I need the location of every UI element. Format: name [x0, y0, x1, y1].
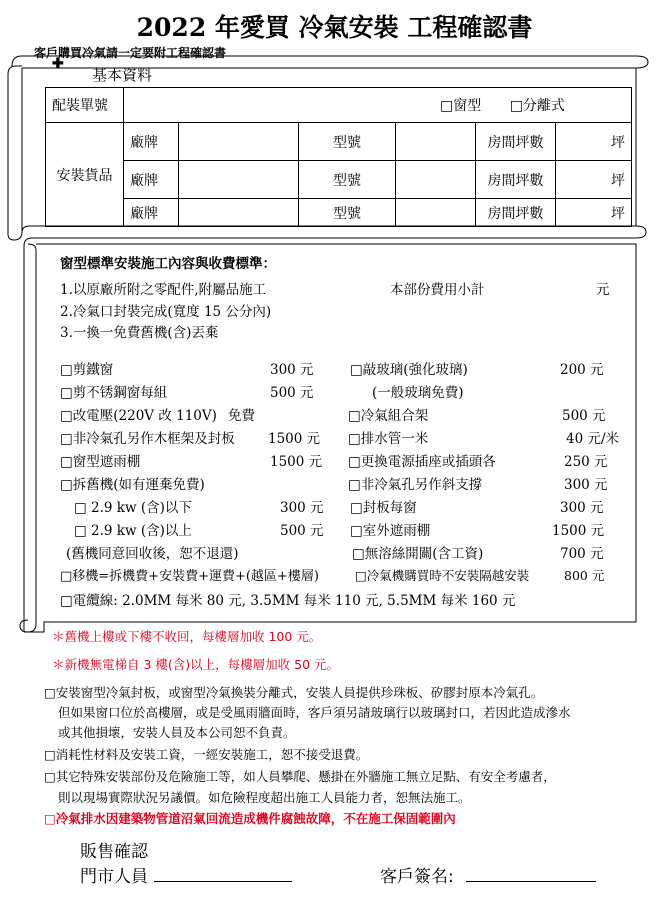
fee-item[interactable]: □窗型遮雨棚: [60, 454, 141, 470]
fee-item[interactable]: □室外遮雨棚: [350, 523, 431, 539]
fee-item[interactable]: □拆舊機(如有運棄免費): [60, 477, 205, 493]
fee-price: 500 元: [562, 408, 606, 424]
fee-price: 40 元/米: [566, 431, 620, 447]
standard-item-1: 1.以原廠所附之零配件,附屬品施工: [60, 282, 267, 298]
standard-item-3: 3.一換一免費舊機(含)丟棄: [60, 325, 219, 341]
split-type-option[interactable]: □分離式: [509, 98, 565, 114]
model-field[interactable]: [396, 123, 476, 161]
section-marker-icon: ✚: [52, 56, 64, 72]
basic-info-title: 基本資料: [92, 66, 153, 84]
fee-item[interactable]: □敲玻璃(強化玻璃): [350, 362, 468, 378]
model-label: 型號: [299, 161, 396, 199]
note-line: 但如果窗口位於高樓層，或是受風雨牆面時，客戶須另請玻璃行以玻璃封口，若因此造成滲水: [58, 705, 571, 720]
fee-item[interactable]: □冷氣組合架: [348, 408, 429, 424]
fee-price: 1500 元: [552, 523, 605, 539]
fee-item[interactable]: □非冷氣孔另作木框架及封板: [60, 431, 235, 447]
relocation-note[interactable]: □冷氣機購買時不安裝隔越安裝: [355, 568, 530, 583]
fee-item[interactable]: □剪鐵窗: [60, 362, 114, 378]
order-number-label: 配裝單號: [46, 88, 124, 123]
goods-label: 安裝貨品: [46, 123, 124, 227]
fee-item[interactable]: □改電壓(220V 改 110V): [60, 408, 217, 424]
model-label: 型號: [299, 123, 396, 161]
room-size-label: 房間坪數: [476, 123, 556, 161]
brand-label: 廠牌: [124, 161, 179, 199]
fee-price: 免費: [228, 408, 255, 424]
note-line: 或其他損壞，安裝人員及本公司恕不負責。: [58, 725, 296, 740]
order-number-field[interactable]: [124, 88, 632, 123]
note-line: □安裝窗型冷氣封板，或窗型冷氣換裝分離式，安裝人員提供珍珠板、矽膠封原本冷氣孔。: [44, 685, 544, 700]
fee-item[interactable]: □無溶絲開關(含工資): [352, 546, 484, 562]
brand-label: 廠牌: [124, 123, 179, 161]
cable-fee[interactable]: □電纜線: 2.0MM 每米 80 元, 3.5MM 每米 110 元, 5.5MM 每米 160 元: [60, 593, 516, 609]
staff-label: 門市人員: [80, 867, 148, 887]
brand-field[interactable]: [179, 199, 299, 227]
window-type-option[interactable]: □窗型: [440, 98, 482, 114]
purchase-notice: 客戶購買冷氣請一定要附工程確認書: [34, 46, 227, 60]
note-line: □消耗性材料及安裝工資，一經安裝施工，恕不接受退費。: [44, 747, 369, 762]
warranty-warning: □冷氣排水因建築物管道沼氣回流造成機件腐蝕故障，不在施工保固範圍內: [44, 811, 456, 826]
fee-price: 1500 元: [268, 431, 321, 447]
model-field[interactable]: [396, 199, 476, 227]
fee-item[interactable]: □ 2.9 kw (含)以下: [74, 500, 192, 516]
fee-price: 300 元: [270, 362, 314, 378]
customer-signature-label: 客戶簽名:: [380, 867, 454, 887]
room-size-label: 房間坪數: [476, 161, 556, 199]
brand-label: 廠牌: [124, 199, 179, 227]
fee-price: 500 元: [270, 385, 314, 401]
basic-info-table: [45, 87, 632, 227]
model-label: 型號: [299, 199, 396, 227]
subtotal-unit: 元: [596, 282, 610, 298]
fee-price: 300 元: [564, 477, 608, 493]
note-line: □其它特殊安裝部份及危險施工等，如人員攀爬、懸掛在外牆施工無立足點、有安全考慮者，: [44, 769, 556, 784]
brand-field[interactable]: [179, 123, 299, 161]
fee-item[interactable]: □ 2.9 kw (含)以上: [74, 523, 192, 539]
fee-item[interactable]: □剪不锈鋼窗每組: [60, 385, 168, 401]
red-note: ＊新機無電梯自 3 樓(含)以上，每樓層加收 50 元。: [52, 657, 340, 672]
fee-note: (一般玻璃免費): [372, 385, 464, 401]
fee-price: 500 元: [280, 523, 324, 539]
document-title: 2022 年愛買 冷氣安裝 工程確認書: [136, 13, 533, 42]
room-size-label: 房間坪數: [476, 199, 556, 227]
fee-price: 300 元: [560, 500, 604, 516]
relocation-fee[interactable]: □移機=拆機費+安裝費+運費+(越區+樓層): [60, 569, 319, 584]
standard-heading: 窗型標準安裝施工內容與收費標準：: [60, 256, 276, 272]
customer-signature-line[interactable]: [466, 881, 596, 882]
fee-note: (舊機同意回收後，恕不退還): [66, 546, 239, 562]
room-size-field[interactable]: 坪: [556, 161, 632, 199]
room-size-field[interactable]: 坪: [556, 123, 632, 161]
fee-item[interactable]: □非冷氣孔另作斜支撐: [348, 477, 483, 493]
room-size-field[interactable]: 坪: [556, 199, 632, 227]
fee-item[interactable]: □排水管一米: [348, 431, 429, 447]
relocation-price: 800 元: [564, 568, 605, 583]
standard-item-2: 2.冷氣口封裝完成(寬度 15 公分內): [60, 304, 272, 320]
fee-price: 250 元: [564, 454, 608, 470]
subtotal-label: 本部份費用小計: [390, 282, 485, 298]
fee-price: 700 元: [560, 546, 604, 562]
fee-price: 200 元: [560, 362, 604, 378]
staff-signature-line[interactable]: [154, 881, 292, 882]
model-field[interactable]: [396, 161, 476, 199]
fee-item[interactable]: □更換電源插座或插頭各: [348, 454, 496, 470]
fee-price: 1500 元: [270, 454, 323, 470]
note-line: 則以現場實際狀況另議價。如危險程度超出施工人員能力者，恕無法施工。: [58, 790, 471, 805]
fee-item[interactable]: □封板每窗: [350, 500, 417, 516]
sales-confirm-label: 販售確認: [80, 842, 148, 862]
fee-price: 300 元: [280, 500, 324, 516]
brand-field[interactable]: [179, 161, 299, 199]
red-note: ＊舊機上樓或下樓不收回，每樓層加收 100 元。: [52, 629, 322, 644]
